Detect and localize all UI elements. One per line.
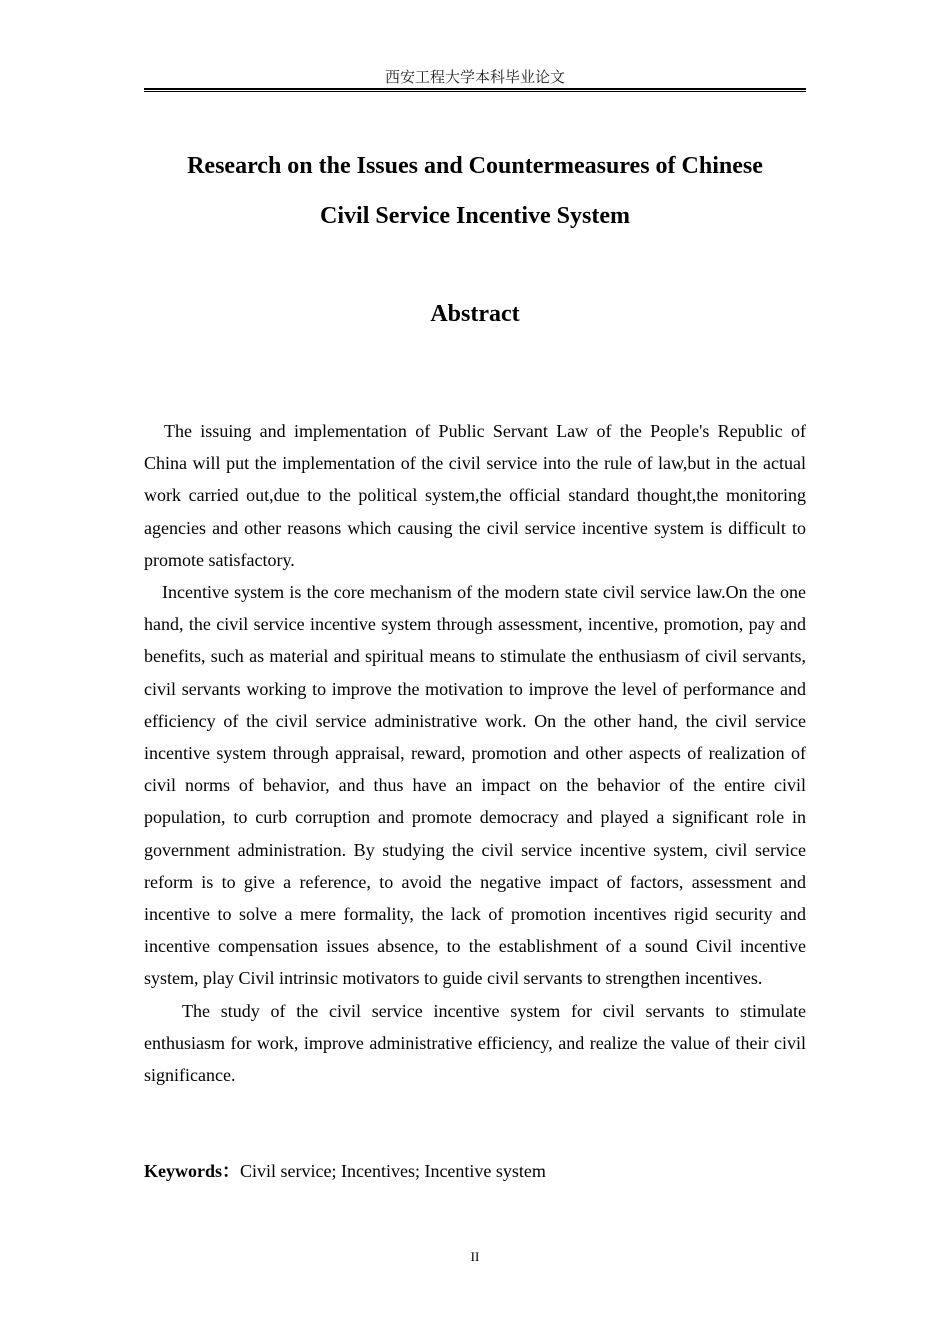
page-number: II	[470, 1249, 480, 1264]
keywords-value: Civil service; Incentives; Incentive system	[240, 1161, 546, 1181]
header-rule	[144, 88, 806, 92]
abstract-paragraph-2: Incentive system is the core mechanism of the modern state civil service law.On the one hand, the civil service incentive system through assessment, incentive, promotion, pay and benefits, such as material and spiritual means to stimulate the enthusiasm of civil servants, civil servants working to improve the motivation to improve the level of performance and efficiency of the civil service administrative work. On the other hand, the civil service incentive system through appraisal, reward, promotion and other aspects of realization of civil norms of behavior, and thus have an impact on the behavior of the entire civil population, to curb corruption and promote democracy and played a significant role in government administration. By studying the civil service incentive system, civil service reform is to give a reference, to avoid the negative impact of factors, assessment and incentive to solve a mere formality, the lack of promotion incentives rigid security and incentive compensation issues absence, to the establishment of a sound Civil incentive system, play Civil intrinsic motivators to guide civil servants to strengthen incentives.	[144, 582, 806, 989]
keywords-label: Keywords：	[144, 1161, 240, 1181]
running-header: 西安工程大学本科毕业论文	[384, 68, 565, 86]
abstract-heading: Abstract	[430, 301, 520, 327]
keywords-line	[144, 1156, 806, 1186]
abstract-paragraph-1: The issuing and implementation of Public Servant Law of the People's Republic of China will put the implementation of the civil service into the rule of law,but in the actual work carried out,due to the political system,the official standard thought,the monitoring agencies and other reasons which causing the civil service incentive system is difficult to promote satisfactory.	[144, 421, 806, 570]
abstract-paragraph-3: The study of the civil service incentive system for civil servants to stimulate enthusiasm for work, improve administrative efficiency, and realize the value of their civil significance.	[144, 1000, 806, 1086]
abstract-body	[144, 415, 806, 1091]
paper-title-line-2: Civil Service Incentive System	[320, 203, 630, 229]
paper-title-line-1: Research on the Issues and Countermeasures of Chinese	[187, 153, 763, 179]
